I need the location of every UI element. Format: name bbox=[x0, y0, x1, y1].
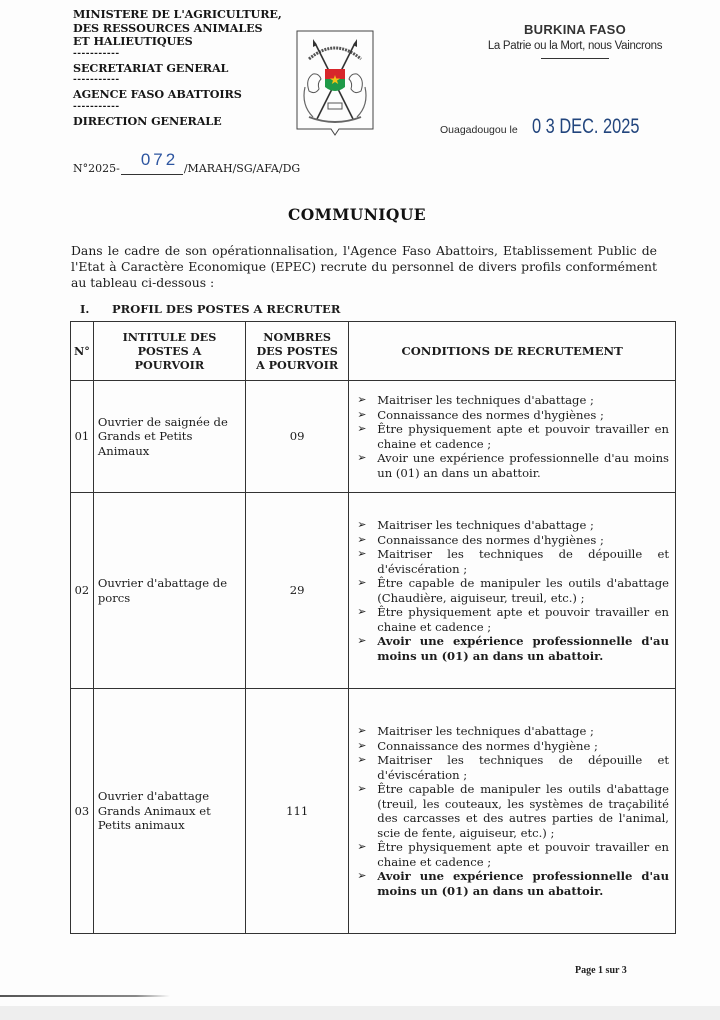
reference-prefix: N°2025- bbox=[73, 162, 120, 175]
table-row bbox=[71, 493, 676, 689]
arrow-bullet-icon: ➢ bbox=[357, 422, 367, 435]
arrow-bullet-icon: ➢ bbox=[357, 605, 367, 618]
header-no: N° bbox=[71, 322, 94, 381]
conditions-list bbox=[349, 723, 675, 899]
arrow-bullet-icon: ➢ bbox=[357, 753, 367, 766]
section-number: I. bbox=[80, 302, 90, 316]
row-number: 02 bbox=[71, 493, 94, 689]
header-title-line: INTITULE DES bbox=[122, 330, 217, 344]
coat-of-arms-icon bbox=[295, 29, 375, 139]
header-count-line: DES POSTES bbox=[256, 344, 338, 358]
position-title: Ouvrier de saignée de Grands et Petits Animaux bbox=[93, 381, 245, 493]
document-title bbox=[0, 205, 720, 224]
intro-paragraph: Dans le cadre de son opérationnalisation, l'Agence Faso Abattoirs, Etablissement Public de l'Etat à Caractère Economique (EPEC) recrute du personnel de divers profils conformément au tableau ci-dessous : bbox=[71, 243, 657, 290]
arrow-bullet-icon: ➢ bbox=[357, 407, 367, 421]
arrow-bullet-icon: ➢ bbox=[357, 840, 367, 853]
condition-text: Avoir une expérience professionnelle d'au moins un (01) an dans un abattoir. bbox=[377, 451, 669, 480]
arrow-bullet-icon: ➢ bbox=[357, 393, 367, 406]
condition-text: Connaissance des normes d'hygiènes ; bbox=[377, 407, 604, 422]
reference-handwritten-number: 072 bbox=[140, 150, 179, 169]
positions-table bbox=[70, 321, 676, 934]
ministry-header bbox=[73, 8, 293, 128]
page-number: Page 1 sur 3 bbox=[575, 965, 627, 976]
condition-item bbox=[357, 753, 669, 782]
condition-text: Connaissance des normes d'hygiène ; bbox=[377, 738, 598, 753]
date-label: Ouagadougou le bbox=[440, 124, 518, 136]
condition-text: Être capable de manipuler les outils d'abattage (treuil, les couteaux, les systèmes de traçabilité des carcasses et des autres parties de l'animal, scie de fente, aiguiseur, etc.) ; bbox=[377, 782, 669, 840]
condition-text: Maitriser les techniques d'abattage ; bbox=[377, 724, 594, 738]
arrow-bullet-icon: ➢ bbox=[357, 738, 367, 752]
condition-text: Être physiquement apte et pouvoir travailler en chaine et cadence ; bbox=[377, 605, 669, 634]
agency-label: AGENCE FASO ABATTOIRS bbox=[73, 87, 242, 101]
condition-text: Avoir une expérience professionnelle d'au moins un (01) an dans un abattoir. bbox=[377, 869, 669, 898]
arrow-bullet-icon: ➢ bbox=[357, 576, 367, 589]
header-title bbox=[93, 322, 245, 381]
arrow-bullet-icon: ➢ bbox=[357, 724, 367, 737]
position-title: Ouvrier d'abattage de porcs bbox=[93, 493, 245, 689]
condition-item bbox=[357, 605, 669, 634]
table-header-row bbox=[71, 322, 676, 381]
condition-item bbox=[357, 393, 669, 408]
table-row bbox=[71, 381, 676, 493]
date-line bbox=[440, 115, 669, 139]
header-conditions: CONDITIONS DE RECRUTEMENT bbox=[349, 322, 676, 381]
header-count-line: A POURVOIR bbox=[256, 358, 339, 372]
conditions-cell bbox=[349, 381, 676, 493]
section-heading bbox=[80, 302, 340, 316]
condition-item bbox=[357, 782, 669, 840]
condition-text: Maitriser les techniques de dépouille et d'éviscération ; bbox=[377, 547, 669, 576]
motto-underline bbox=[541, 58, 609, 59]
conditions-cell bbox=[349, 689, 676, 934]
arrow-bullet-icon: ➢ bbox=[357, 518, 367, 531]
condition-item bbox=[357, 576, 669, 605]
condition-text: Maitriser les techniques d'abattage ; bbox=[377, 518, 594, 532]
arrow-bullet-icon: ➢ bbox=[357, 869, 367, 882]
arrow-bullet-icon: ➢ bbox=[357, 634, 367, 647]
header-count-line: NOMBRES bbox=[263, 330, 331, 344]
conditions-cell bbox=[349, 493, 676, 689]
date-stamp: 0 3 DEC. 2025 bbox=[531, 115, 640, 138]
table-row bbox=[71, 689, 676, 934]
condition-item bbox=[357, 422, 669, 451]
ministry-line: ET HALIEUTIQUES bbox=[73, 34, 193, 48]
condition-item bbox=[357, 634, 669, 663]
condition-text: Avoir une expérience professionnelle d'au moins un (01) an dans un abattoir. bbox=[377, 634, 669, 663]
direction-label: DIRECTION GENERALE bbox=[73, 113, 222, 128]
national-motto: La Patrie ou la Mort, nous Vaincrons bbox=[487, 40, 663, 52]
row-number: 01 bbox=[71, 381, 94, 493]
condition-text: Être physiquement apte et pouvoir travailler en chaine et cadence ; bbox=[377, 840, 669, 869]
header-title-line: POURVOIR bbox=[134, 358, 205, 372]
title-text: COMMUNIQUE bbox=[288, 205, 426, 224]
condition-item bbox=[357, 869, 669, 898]
arrow-bullet-icon: ➢ bbox=[357, 532, 367, 546]
condition-text: Connaissance des normes d'hygiènes ; bbox=[377, 532, 604, 547]
header-title-line: POSTES A bbox=[137, 344, 202, 358]
reference-number bbox=[73, 150, 301, 175]
condition-text: Maitriser les techniques de dépouille et d'éviscération ; bbox=[377, 753, 669, 782]
reference-suffix: /MARAH/SG/AFA/DG bbox=[183, 162, 301, 175]
conditions-list bbox=[349, 517, 675, 664]
row-number: 03 bbox=[71, 689, 94, 934]
arrow-bullet-icon: ➢ bbox=[357, 782, 367, 795]
position-title: Ouvrier d'abattage Grands Animaux et Petits animaux bbox=[93, 689, 245, 934]
header-count bbox=[246, 322, 349, 381]
position-count: 29 bbox=[246, 493, 349, 689]
condition-item bbox=[357, 518, 669, 533]
ministry-line: MINISTERE DE L'AGRICULTURE, bbox=[73, 7, 282, 21]
country-name: BURKINA FASO bbox=[523, 22, 627, 37]
condition-text: Être capable de manipuler les outils d'abattage (Chaudière, aiguiseur, treuil, etc.) ; bbox=[377, 576, 669, 605]
condition-item bbox=[357, 724, 669, 739]
condition-item bbox=[357, 739, 669, 754]
section-label: PROFIL DES POSTES A RECRUTER bbox=[112, 302, 341, 316]
condition-text: Être physiquement apte et pouvoir travailler en chaine et cadence ; bbox=[377, 422, 669, 451]
position-count: 111 bbox=[246, 689, 349, 934]
footer-rule bbox=[0, 995, 170, 997]
condition-text: Maitriser les techniques d'abattage ; bbox=[377, 393, 594, 407]
ministry-line: DES RESSOURCES ANIMALES bbox=[73, 20, 263, 35]
separator: ----------- bbox=[73, 75, 120, 85]
position-count: 09 bbox=[246, 381, 349, 493]
condition-item bbox=[357, 547, 669, 576]
arrow-bullet-icon: ➢ bbox=[357, 547, 367, 560]
flag-shield bbox=[325, 69, 345, 91]
condition-item bbox=[357, 533, 669, 548]
reference-blank bbox=[121, 150, 183, 175]
secretariat-label: SECRETARIAT GENERAL bbox=[73, 60, 229, 75]
condition-item bbox=[357, 408, 669, 423]
condition-item bbox=[357, 840, 669, 869]
separator: ----------- bbox=[73, 101, 120, 112]
bottom-strip bbox=[0, 1006, 720, 1020]
conditions-list bbox=[349, 392, 675, 481]
country-header bbox=[480, 22, 670, 59]
arrow-bullet-icon: ➢ bbox=[357, 451, 367, 464]
condition-item bbox=[357, 451, 669, 480]
separator: ----------- bbox=[73, 48, 120, 59]
